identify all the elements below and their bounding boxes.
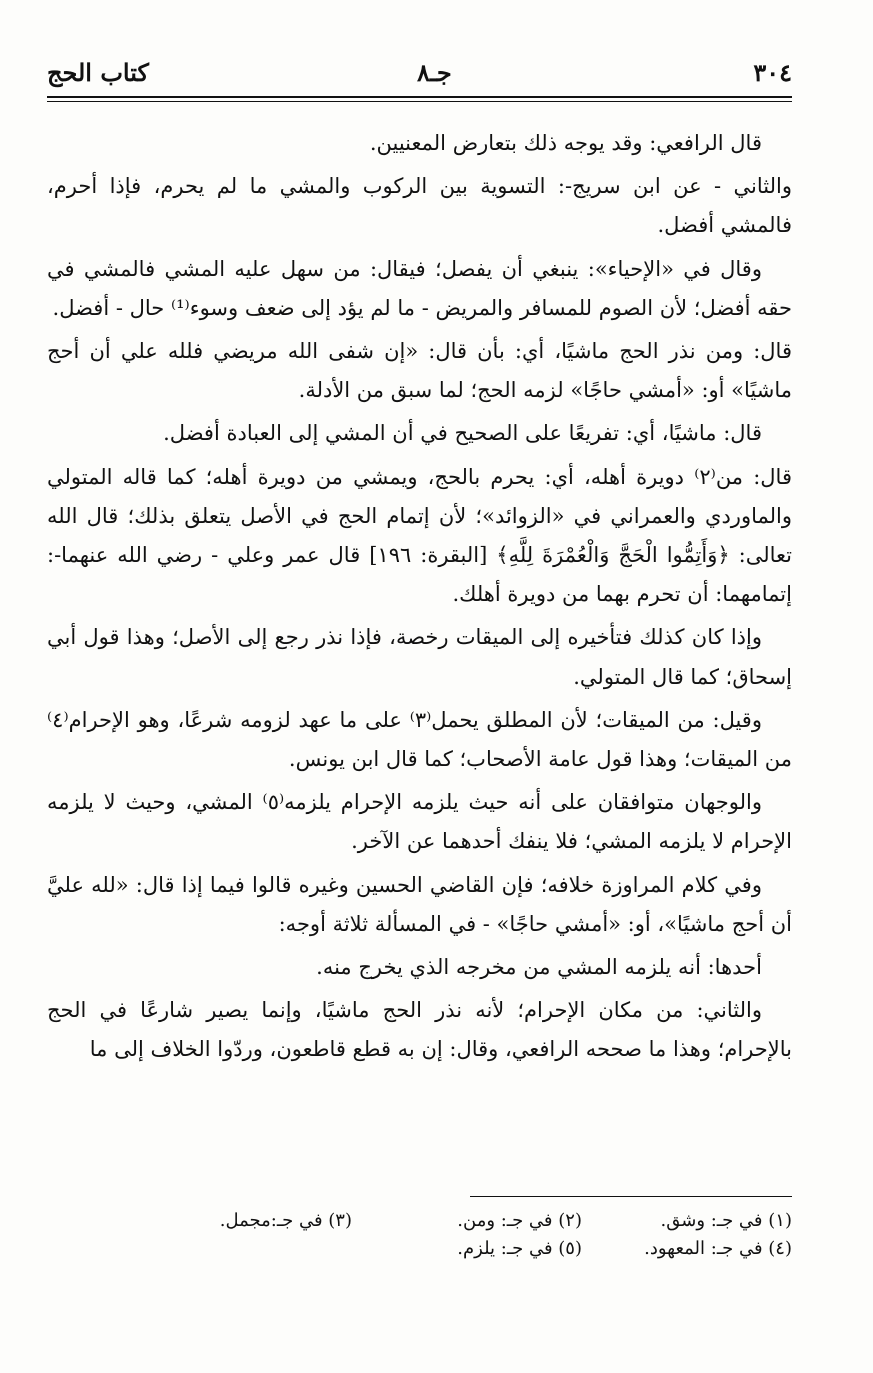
page-number: ٣٠٤: [753, 58, 792, 87]
paragraph: قال الرافعي: وقد يوجه ذلك بتعارض المعنيين.: [369, 131, 762, 155]
body-text: [47, 124, 792, 1074]
footnote: (٢) في جـ: ومن.: [457, 1210, 582, 1231]
footnote: (٣) في جـ:مجمل.: [219, 1210, 352, 1231]
page-header: [47, 50, 792, 94]
header-rule: [47, 96, 792, 98]
paragraph: قال: من⁽٢⁾ دويرة أهله، أي: يحرم بالحج، ويمشي من دويرة أهله؛ كما قاله المتولي والماوردي والعمراني في «الزوائد»؛ لأن إتمام الحج في الأصل يتعلق بذلك؛ قال الله تعالى: ﴿وَأَتِمُّوا الْحَجَّ وَالْعُمْرَةَ لِلَّهِ﴾ [البقرة: ١٩٦] قال عمر وعلي - رضي الله عنهما-: إتمامهما: أن تحرم بهما من دويرة أهلك.: [47, 464, 792, 607]
paragraph: والثاني - عن ابن سريج-: التسوية بين الركوب والمشي ما لم يحرم، فإذا أحرم، فالمشي أفضل.: [47, 174, 792, 238]
footnote-row: [47, 1207, 792, 1235]
footnote: (١) في جـ: وشق.: [660, 1210, 792, 1231]
paragraph: وقال في «الإحياء»: ينبغي أن يفصل؛ فيقال: من سهل عليه المشي فالمشي في حقه أفضل؛ لأن الصوم للمسافر والمريض - ما لم يؤد إلى ضعف وسوء⁽¹⁾ حال - أفضل.: [47, 256, 792, 320]
paragraph: أحدها: أنه يلزمه المشي من مخرجه الذي يخرج منه.: [316, 955, 762, 980]
paragraph: قال: ماشيًا، أي: تفريعًا على الصحيح في أن المشي إلى العبادة أفضل.: [163, 421, 762, 446]
book-title: كتاب الحج: [47, 58, 149, 87]
paragraph: وفي كلام المراوزة خلافه؛ فإن القاضي الحسين وغيره قالوا فيما إذا قال: «لله عليَّ أن أحج ماشيًا»، أو: «أمشي حاجًا» - في المسألة ثلاثة أوجه:: [47, 872, 792, 936]
footnote-rule: [470, 1196, 792, 1197]
paragraph: قال: ومن نذر الحج ماشيًا، أي: بأن قال: «إن شفى الله مريضي فلله علي أن أحج ماشيًا» أو: «أمشي حاجًا» لزمه الحج؛ لما سبق من الأدلة.: [47, 339, 792, 403]
footnotes: [47, 1207, 792, 1263]
paragraph: وإذا كان كذلك فتأخيره إلى الميقات رخصة، فإذا نذر رجع إلى الأصل؛ وهذا قول أبي إسحاق؛ كما قال المتولي.: [47, 625, 792, 689]
footnote: (٥) في جـ: يلزم.: [457, 1238, 582, 1259]
paragraph: وقيل: من الميقات؛ لأن المطلق يحمل⁽٣⁾ على ما عهد لزومه شرعًا، وهو الإحرام⁽٤⁾ من الميقات؛ وهذا قول عامة الأصحاب؛ كما قال ابن يونس.: [47, 707, 792, 772]
paragraph: والوجهان متوافقان على أنه حيث يلزمه الإحرام يلزمه⁽٥⁾ المشي، وحيث لا يلزمه الإحرام لا يلزمه المشي؛ فلا ينفك أحدهما عن الآخر.: [47, 790, 792, 854]
paragraph: والثاني: من مكان الإحرام؛ لأنه نذر الحج ماشيًا، وإنما يصير شارعًا في الحج بالإحرام؛ وهذا ما صححه الرافعي، وقال: إن به قطع قاطعون، وردّوا الخلاف إلى ما: [47, 998, 792, 1062]
header-rule-thin: [47, 101, 792, 102]
footnote-row: [47, 1235, 792, 1263]
volume-label: جـ٨: [417, 58, 452, 87]
footnote: (٤) في جـ: المعهود.: [644, 1238, 792, 1259]
